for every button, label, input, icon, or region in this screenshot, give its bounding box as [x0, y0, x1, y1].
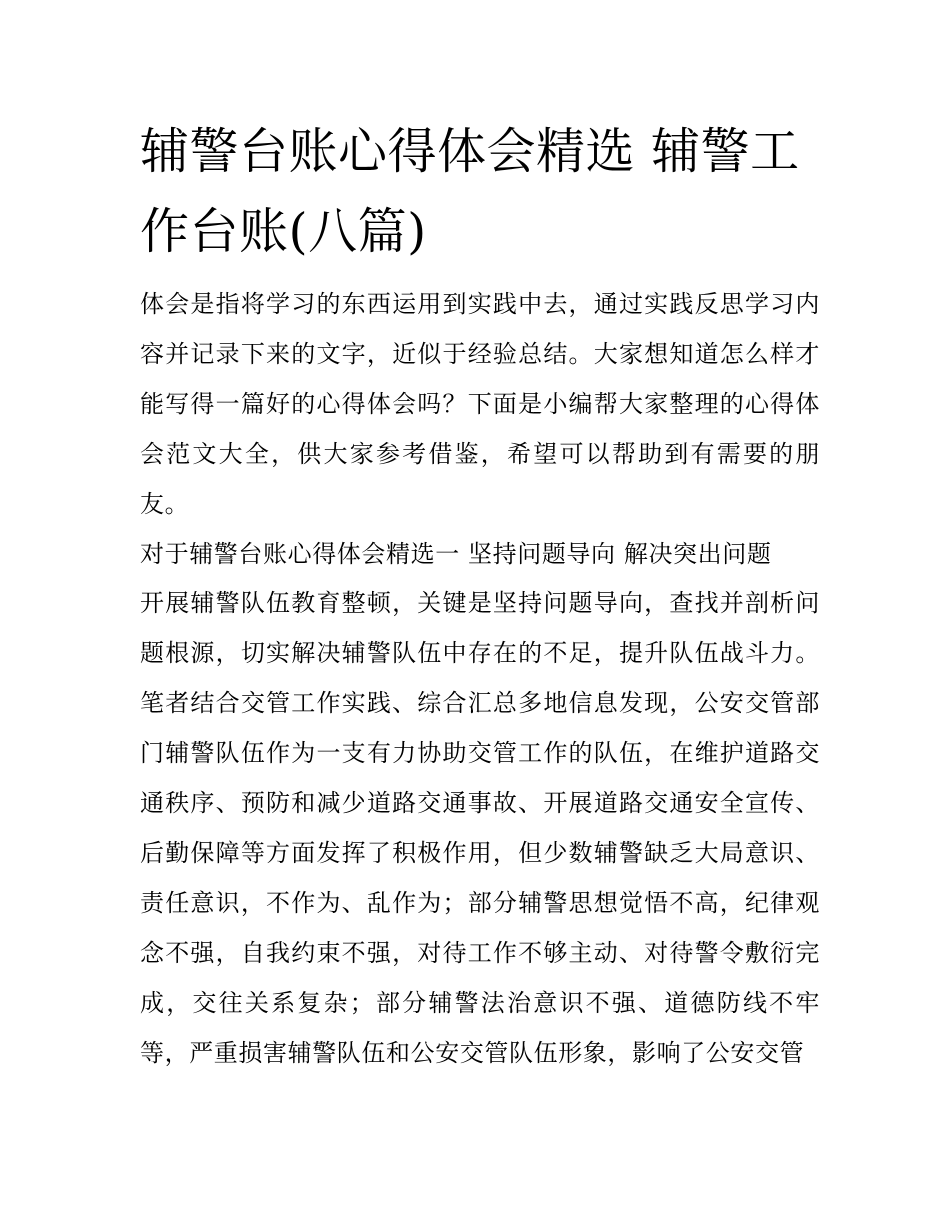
section-heading: 对于辅警台账心得体会精选一 坚持问题导向 解决突出问题 [140, 540, 772, 568]
intro-paragraph: 体会是指将学习的东西运用到实践中去，通过实践反思学习内容并记录下来的文字，近似于经验总结。大家想知道怎么样才能写得一篇好的心得体会吗？下面是小编帮大家整理的心得体会范文大全，供大家参考借鉴，希望可以帮助到有需要的朋友。 [140, 290, 820, 518]
section-body-paragraph: 开展辅警队伍教育整顿，关键是坚持问题导向，查找并剖析问题根源，切实解决辅警队伍中存在的不足，提升队伍战斗力。笔者结合交管工作实践、综合汇总多地信息发现，公安交管部门辅警队伍作为一支有力协助交管工作的队伍，在维护道路交通秩序、预防和减少道路交通事故、开展道路交通安全宣传、后勤保障等方面发挥了积极作用，但少数辅警缺乏大局意识、责任意识，不作为、乱作为；部分辅警思想觉悟不高，纪律观念不强，自我约束不强，对待工作不够主动、对待警令敷衍完成，交往关系复杂；部分辅警法治意识不强、道德防线不牢等，严重损害辅警队伍和公安交管队伍形象，影响了公安交管 [140, 589, 820, 1067]
document-title: 辅警台账心得体会精选 辅警工作台账(八篇) [140, 123, 800, 260]
